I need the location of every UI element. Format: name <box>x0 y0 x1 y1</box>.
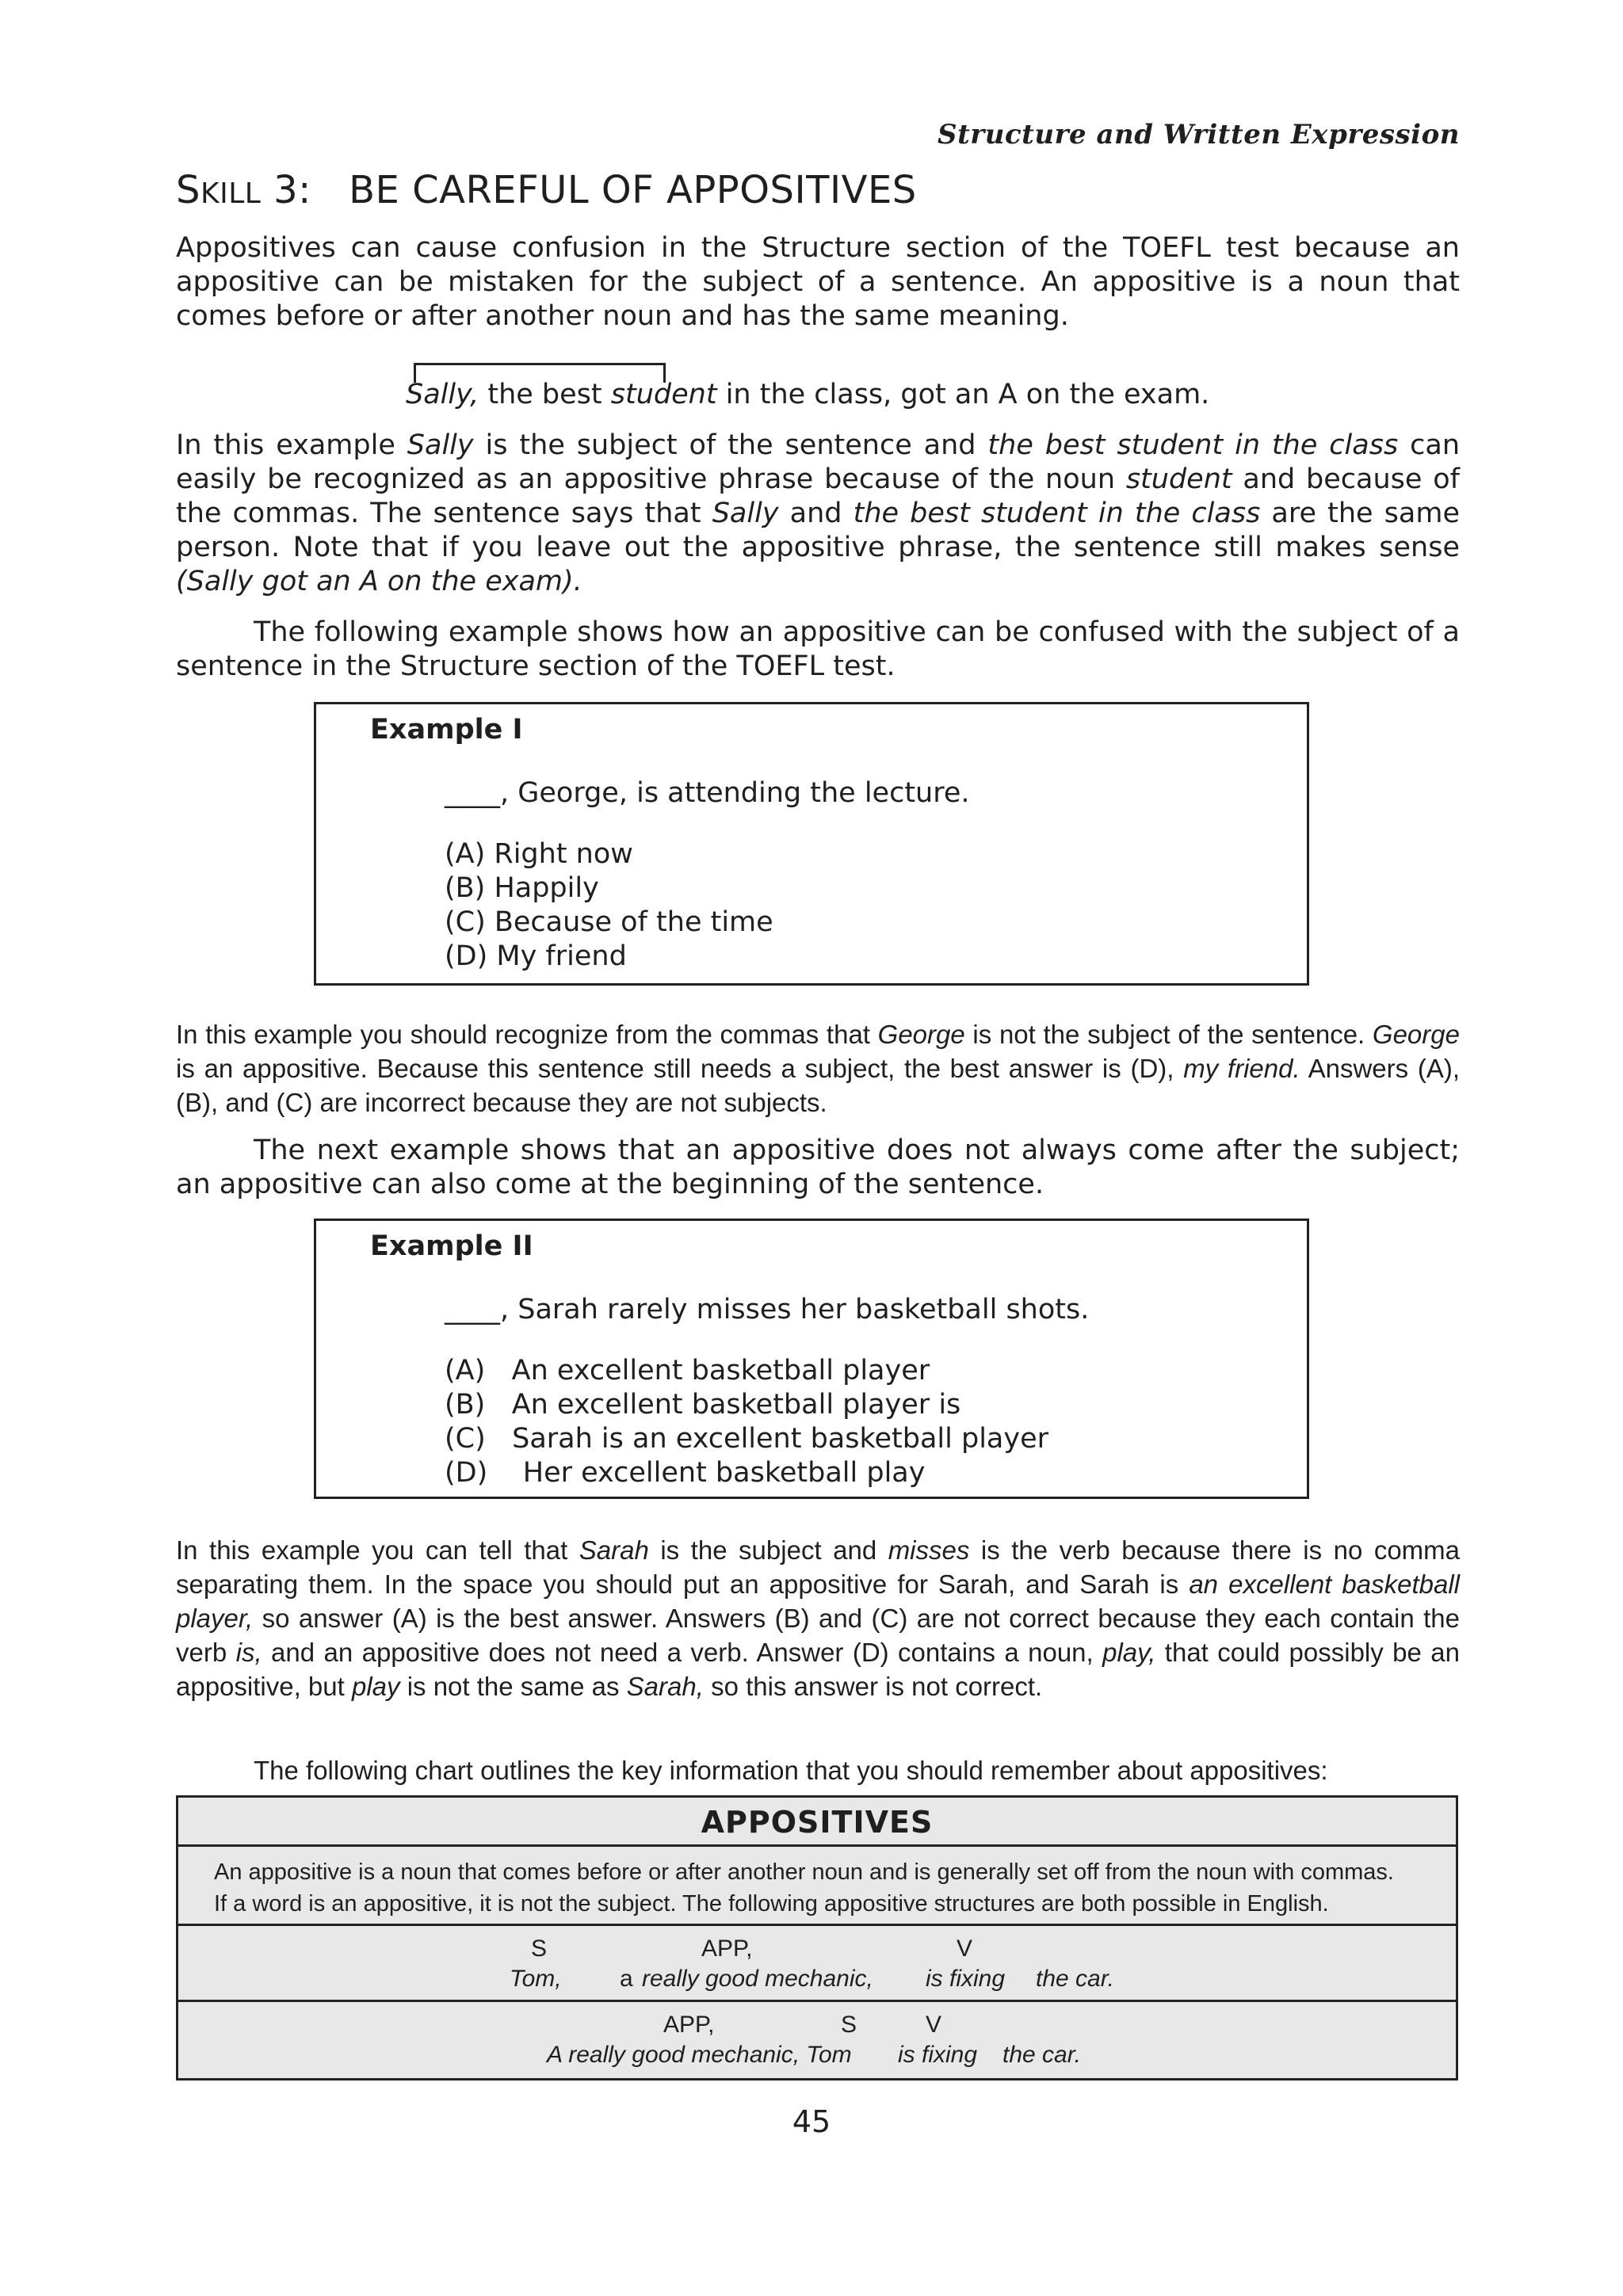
skill-heading <box>176 168 917 212</box>
example-1-explanation: In this example you should recognize from the commas that George is not the subject of the sentence. George is an appositive. Because this sentence still needs a subject, the best answer is (D), my friend. Answers (A), (B), and (C) are incorrect because they are not subjects. <box>176 1020 1461 1117</box>
chart-desc-line-1: An appositive is a noun that comes before or after another noun and is generally set off from the noun with commas. <box>214 1859 1394 1885</box>
skill-label: SKILL 3: <box>176 168 311 212</box>
sample-sentence: Sally, the best student in the class, got an A on the exam. <box>406 379 1210 410</box>
option-d: (D) My friend <box>445 940 627 972</box>
appositives-chart <box>176 1795 1458 2081</box>
chart-desc-line-2: If a word is an appositive, it is not the subject. The following appositive structures are both possible in English. <box>214 1891 1329 1917</box>
example-article: a <box>620 1966 633 1992</box>
example-appositive-subject: A really good mechanic, Tom <box>547 2042 852 2068</box>
appositive-label: APP, <box>701 1936 753 1962</box>
chart-intro: The following chart outlines the key information that you should remember about appositives: <box>254 1756 1328 1785</box>
example-1-label: Example I <box>370 714 523 746</box>
example-1-stem: ____, George, is attending the lecture. <box>445 777 970 809</box>
option-d: (D) Her excellent basketball play <box>445 1457 926 1489</box>
option-c: (C) Because of the time <box>445 906 773 938</box>
skill-title: BE CAREFUL OF APPOSITIVES <box>349 168 917 212</box>
verb-label: V <box>957 1936 973 1962</box>
intro-paragraph: Appositives can cause confusion in the Structure section of the TOEFL test because an appositive can be mistaken for the subject of a sentence. An appositive is a noun that comes before or after another noun and has the same meaning. <box>176 232 1460 332</box>
option-a: (A) Right now <box>445 838 633 870</box>
example-appositive: really good mechanic, <box>642 1966 873 1992</box>
page-number: 45 <box>792 2104 831 2139</box>
transition-paragraph-2: The next example shows that an appositive does not always come after the subject; an appositive can also come at the beginning of the sentence. <box>176 1135 1460 1200</box>
example-2-label: Example II <box>370 1230 533 1262</box>
example-verb: is fixing <box>926 1966 1006 1992</box>
example-2-box <box>314 1219 1309 1499</box>
explanation-paragraph: In this example Sally is the subject of the sentence and the best student in the class can easily be recognized as an appositive phrase because of the noun student and because of the commas. The sentence says that Sally and the best student in the class are the same person. Note that if you leave out the appositive phrase, the sentence still makes sense (Sally got an A on the exam). <box>176 429 1460 597</box>
example-2-options <box>445 1354 1048 1490</box>
running-head: Structure and Written Expression <box>938 119 1460 151</box>
option-a: (A) An excellent basketball player <box>445 1355 930 1386</box>
subject-label: S <box>531 1936 548 1962</box>
chart-description <box>178 1847 1456 1926</box>
example-1-box <box>314 702 1309 986</box>
example-object: the car. <box>1036 1966 1114 1992</box>
subject-label: S <box>841 2012 857 2038</box>
example-2-stem: ____, Sarah rarely misses her basketball shots. <box>445 1294 1090 1325</box>
option-b: (B) Happily <box>445 872 599 904</box>
example-1-options <box>445 837 773 974</box>
verb-label: V <box>926 2012 942 2038</box>
appositive-label: APP, <box>663 2012 715 2038</box>
chart-structure-2 <box>178 2002 1456 2078</box>
option-b: (B) An excellent basketball player is <box>445 1389 961 1421</box>
example-2-explanation: In this example you can tell that Sarah is the subject and misses is the verb because there is no comma separating them. In the space you should put an appositive for Sarah, and Sarah is an excellent basketball player, so answer (A) is the best answer. Answers (B) and (C) are not correct because they each contain the verb is, and an appositive does not need a verb. Answer (D) contains a noun, play, that could possibly be an appositive, but play is not the same as Sarah, so this answer is not correct. <box>176 1535 1461 1701</box>
chart-structure-1 <box>178 1926 1456 2002</box>
example-verb: is fixing <box>898 2042 978 2068</box>
chart-title: APPOSITIVES <box>178 1798 1456 1847</box>
transition-paragraph-1: The following example shows how an appositive can be confused with the subject of a sentence in the Structure section of the TOEFL test. <box>176 616 1460 682</box>
example-subject: Tom, <box>510 1966 562 1992</box>
example-object: the car. <box>1002 2042 1081 2068</box>
option-c: (C) Sarah is an excellent basketball player <box>445 1423 1049 1455</box>
